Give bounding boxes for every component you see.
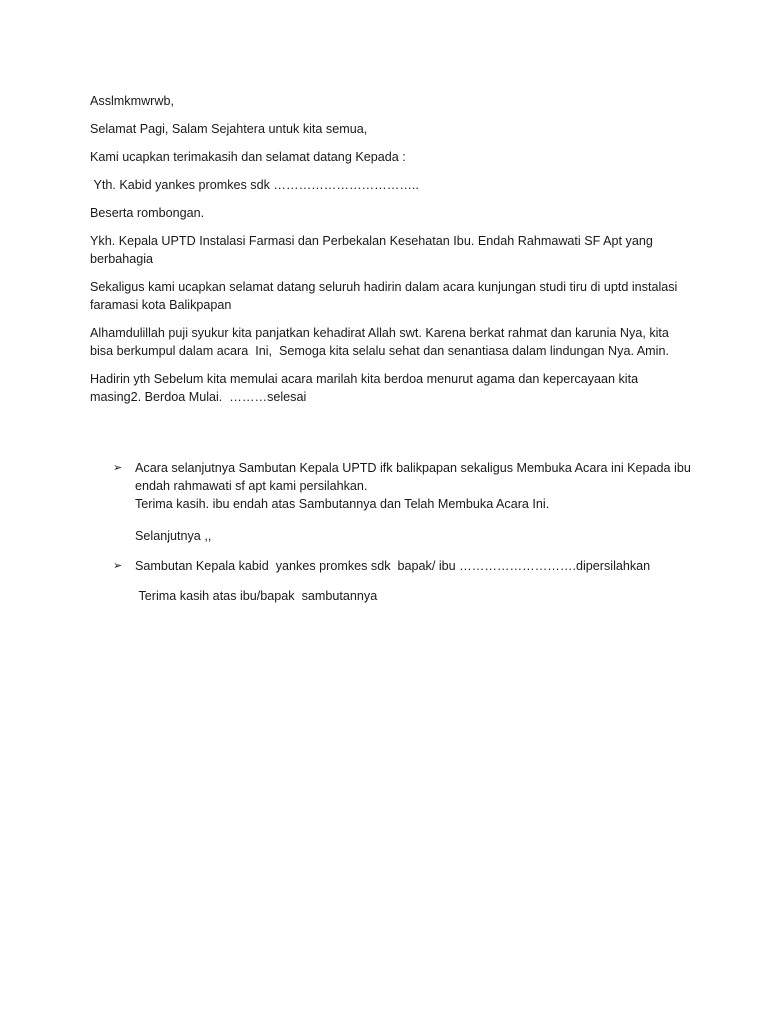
- arrow-bullet-icon: ➢: [113, 559, 123, 572]
- agenda-item-text: Acara selanjutnya Sambutan Kepala UPTD ifk balikpapan sekaligus Membuka Acara ini Kepada ibu endah rahmawati sf apt kami persilahkan.: [135, 461, 695, 493]
- list-item: [113, 459, 693, 545]
- greeting-paragraph: Asslmkmwrwb,: [90, 94, 174, 108]
- agenda-item-text: Sambutan Kepala kabid yankes promkes sdk bapak/ ibu ……………………….dipersilahkan: [135, 559, 651, 573]
- letter-body: [90, 92, 690, 416]
- thanks-line: Terima kasih atas ibu/bapak sambutannya: [135, 589, 378, 603]
- welcome-paragraph: Kami ucapkan terimakasih dan selamat datang Kepada :: [90, 150, 406, 164]
- next-line: Selanjutnya ,,: [135, 529, 212, 543]
- thanks-line: Terima kasih. ibu endah atas Sambutannya dan Telah Membuka Acara Ini.: [135, 497, 550, 511]
- agenda-list: [113, 459, 693, 605]
- entourage-paragraph: Beserta rombongan.: [90, 206, 205, 220]
- prayer-paragraph: Hadirin yth Sebelum kita memulai acara marilah kita berdoa menurut agama dan kepercayaan kita masing2. Berdoa Mulai. ………selesai: [90, 372, 642, 404]
- salutation-paragraph: Selamat Pagi, Salam Sejahtera untuk kita semua,: [90, 122, 368, 136]
- arrow-bullet-icon: ➢: [113, 461, 123, 474]
- welcome-attendees-paragraph: Sekaligus kami ucapkan selamat datang seluruh hadirin dalam acara kunjungan studi tiru di uptd instalasi faramasi kota Balikpapan: [90, 280, 681, 312]
- gratitude-paragraph: Alhamdulillah puji syukur kita panjatkan kehadirat Allah swt. Karena berkat rahmat dan karunia Nya, kita bisa berkumpul dalam acara Ini, Semoga kita selalu sehat dan senantiasa dalam lindungan Nya. Amin.: [90, 326, 673, 358]
- list-item: [113, 557, 693, 605]
- addressee-kepala-uptd-paragraph: Ykh. Kepala UPTD Instalasi Farmasi dan Perbekalan Kesehatan Ibu. Endah Rahmawati SF Apt yang berbahagia: [90, 234, 657, 266]
- addressee-kabid-paragraph: Yth. Kabid yankes promkes sdk ……………………………..: [90, 178, 419, 192]
